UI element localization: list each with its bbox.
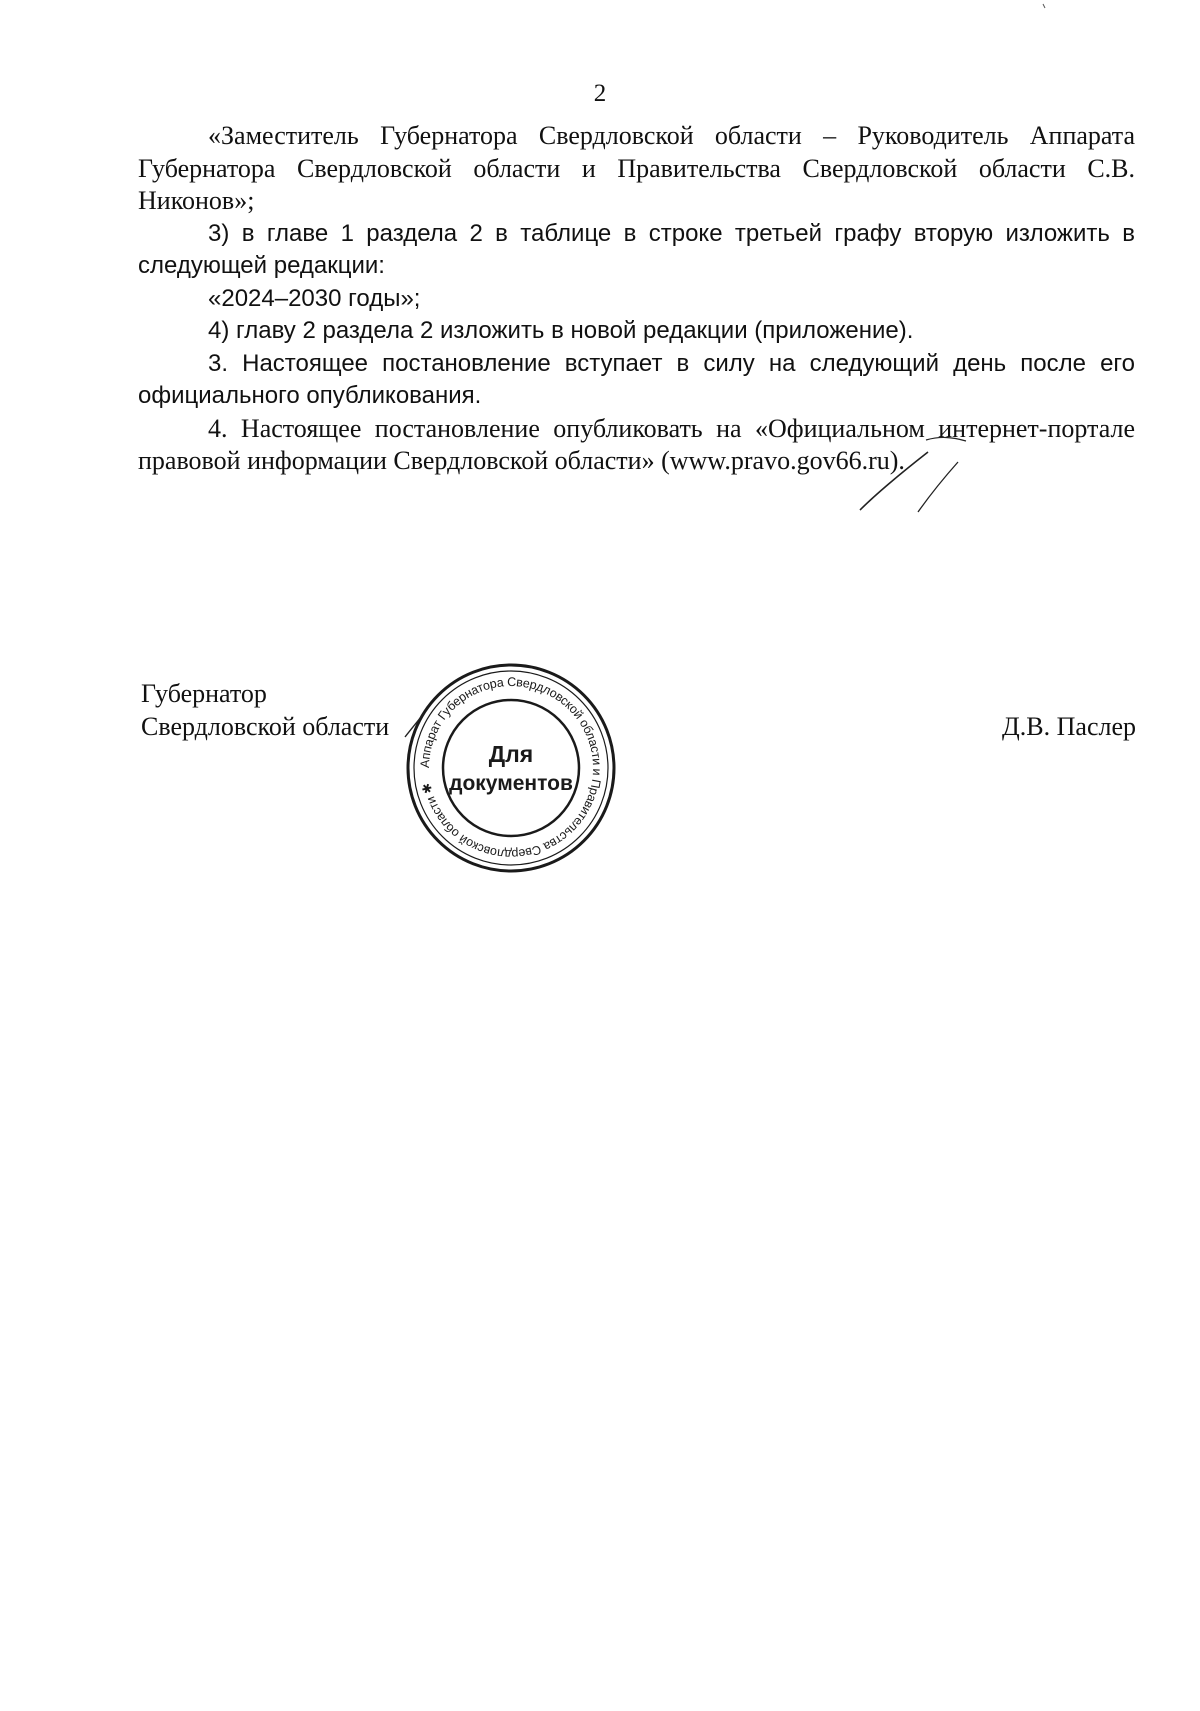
- seal-center-line-1: Для: [488, 741, 534, 767]
- seal-graphic: [405, 662, 617, 874]
- body-text: [138, 120, 1135, 478]
- paragraph-publication: 4. Настоящее постановление опубликовать на «Официальном интернет-портале правовой информации Свердловской области» (www.pravo.gov66.ru).: [138, 413, 1135, 475]
- seal-ring-text: [418, 675, 604, 861]
- official-seal: [405, 662, 617, 874]
- seal-center-line-2: документов: [449, 772, 573, 795]
- paragraph-item-3: 3) в главе 1 раздела 2 в таблице в строке третьей графу вторую изложить в следующей редакции:: [138, 219, 1135, 279]
- seal-outer-ring: [408, 665, 614, 871]
- page-number: 2: [593, 80, 607, 107]
- signatory-title-line-1: Губернатор: [141, 679, 267, 708]
- seal-inner-ring: [443, 700, 579, 836]
- scan-speck: [1043, 4, 1045, 8]
- paragraph-years: «2024–2030 годы»;: [208, 284, 421, 312]
- seal-ring-text-path: Аппарат Губернатора Свердловской области и Правительства Свердловской области ✱: [417, 674, 605, 862]
- paragraph-deputy-governor: «Заместитель Губернатора Свердловской области – Руководитель Аппарата Губернатора Свердловской области и Правительства Свердловской области С.В. Никонов»;: [138, 121, 1135, 215]
- signatory-title: [141, 678, 389, 743]
- signatory-title-line-2: Свердловской области: [141, 711, 390, 741]
- paragraph-effective-date: 3. Настоящее постановление вступает в силу на следующий день после его официального опубликования.: [138, 349, 1135, 409]
- paragraph-item-4: 4) главу 2 раздела 2 изложить в новой редакции (приложение).: [208, 317, 914, 344]
- signatory-name: Д.В. Паслер: [1002, 711, 1136, 741]
